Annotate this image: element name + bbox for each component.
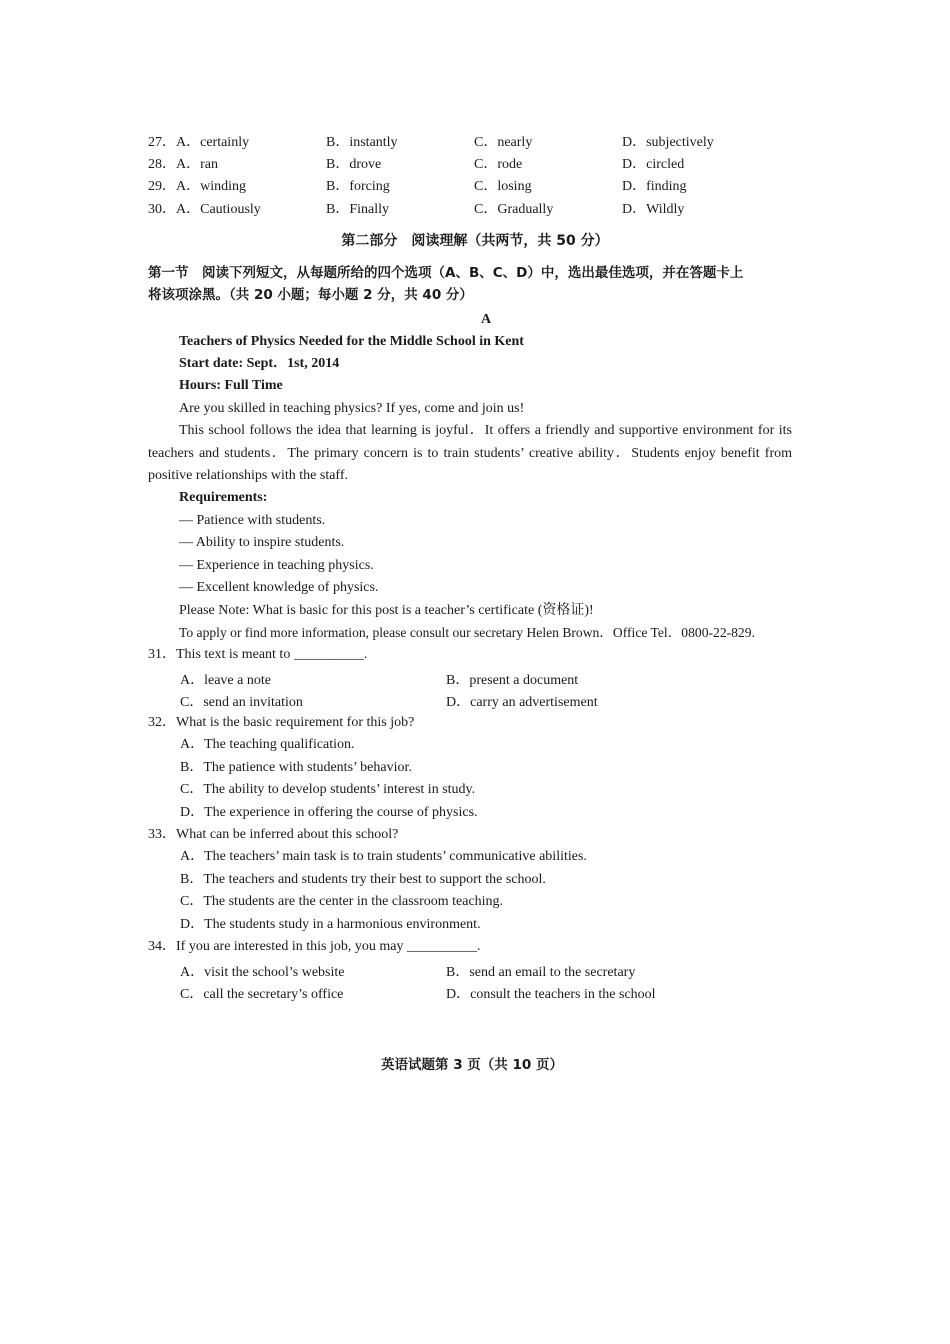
option-a: A．certainly — [176, 135, 250, 150]
section-title: 第二部分 阅读理解（共两节，共 50 分） — [341, 233, 609, 249]
option-b: B．Finally — [326, 202, 390, 217]
option-d: D．circled — [622, 157, 685, 172]
option-a: A．ran — [176, 157, 218, 172]
question-32-option-b: B．The patience with students’ behavior. — [180, 760, 412, 775]
option-a: A．Cautiously — [176, 202, 261, 217]
option-c: C．rode — [474, 157, 523, 172]
passage-body — [148, 420, 792, 488]
question-31-stem: 31．This text is meant to __________. — [148, 647, 368, 662]
option-a: A．visit the school’s website — [180, 965, 345, 980]
question-31-options-row-2 — [148, 691, 788, 709]
requirement-item: — Excellent knowledge of physics. — [179, 580, 379, 595]
option-d: D．finding — [622, 179, 687, 194]
option-c: C．Gradually — [474, 202, 554, 217]
option-d: D．subjectively — [622, 135, 714, 150]
cloze-option-row-27 — [148, 131, 788, 149]
passage-start-date: Start date: Sept．1st, 2014 — [179, 356, 340, 371]
option-d: D．Wildly — [622, 202, 685, 217]
question-33-option-b: B．The teachers and students try their best to support the school. — [180, 872, 546, 887]
question-33-stem: 33．What can be inferred about this school? — [148, 827, 399, 842]
passage-intro: Are you skilled in teaching physics? If yes, come and join us! — [179, 401, 525, 416]
passage-letter: A — [480, 312, 492, 327]
question-number: 27． — [148, 135, 176, 150]
question-number: 30． — [148, 202, 176, 217]
cloze-option-row-29 — [148, 175, 788, 193]
option-b: B．forcing — [326, 179, 390, 194]
option-d: D．consult the teachers in the school — [446, 987, 656, 1002]
question-number: 29． — [148, 179, 176, 194]
passage-apply: To apply or find more information, please consult our secretary Helen Brown．Office Tel．0800-22-829. — [179, 625, 755, 640]
cloze-option-row-28 — [148, 153, 788, 171]
option-c: C．losing — [474, 179, 532, 194]
option-c: C．nearly — [474, 135, 533, 150]
page-footer: 英语试题第 3 页（共 10 页） — [381, 1057, 563, 1073]
question-33-option-a: A．The teachers’ main task is to train students’ communicative abilities. — [180, 849, 587, 864]
requirements-label: Requirements: — [179, 490, 268, 505]
passage-hours: Hours: Full Time — [179, 378, 283, 393]
section-instruction-line-2: 将该项涂黑。（共 20 小题；每小题 2 分，共 40 分） — [148, 287, 473, 303]
question-32-option-c: C．The ability to develop students’ interest in study. — [180, 782, 476, 797]
passage-body-text: This school follows the idea that learning is joyful．It offers a friendly and supportive environment for its teachers and students．The primary concern is to train students’ creative ability．Students enjoy benefit from positive relationships with the staff. — [148, 423, 792, 483]
question-33-option-c: C．The students are the center in the classroom teaching. — [180, 894, 504, 909]
option-b: B．present a document — [446, 673, 579, 688]
requirement-item: — Ability to inspire students. — [179, 535, 345, 550]
requirement-item: — Patience with students. — [179, 513, 326, 528]
question-34-options-row-1 — [148, 961, 788, 979]
option-c: C．send an invitation — [180, 695, 303, 710]
question-number: 28． — [148, 157, 176, 172]
question-32-stem: 32．What is the basic requirement for this job? — [148, 715, 415, 730]
option-b: B．drove — [326, 157, 382, 172]
section-instruction-line-1: 第一节 阅读下列短文，从每题所给的四个选项（A、B、C、D）中，选出最佳选项，并在答题卡上 — [148, 265, 744, 281]
question-34-stem: 34．If you are interested in this job, you may __________. — [148, 939, 481, 954]
option-a: A．winding — [176, 179, 246, 194]
requirement-item: — Experience in teaching physics. — [179, 558, 374, 573]
option-a: A．leave a note — [180, 673, 271, 688]
cloze-option-row-30 — [148, 198, 788, 216]
option-d: D．carry an advertisement — [446, 695, 598, 710]
question-33-option-d: D．The students study in a harmonious environment. — [180, 917, 481, 932]
question-31-options-row-1 — [148, 669, 788, 687]
passage-note: Please Note: What is basic for this post is a teacher’s certificate (资格证)! — [179, 603, 594, 618]
question-32-option-a: A．The teaching qualification. — [180, 737, 355, 752]
question-32-option-d: D．The experience in offering the course of physics. — [180, 805, 478, 820]
option-b: B．instantly — [326, 135, 398, 150]
question-34-options-row-2 — [148, 983, 788, 1001]
passage-title: Teachers of Physics Needed for the Middle School in Kent — [179, 334, 524, 349]
option-c: C．call the secretary’s office — [180, 987, 344, 1002]
option-b: B．send an email to the secretary — [446, 965, 636, 980]
